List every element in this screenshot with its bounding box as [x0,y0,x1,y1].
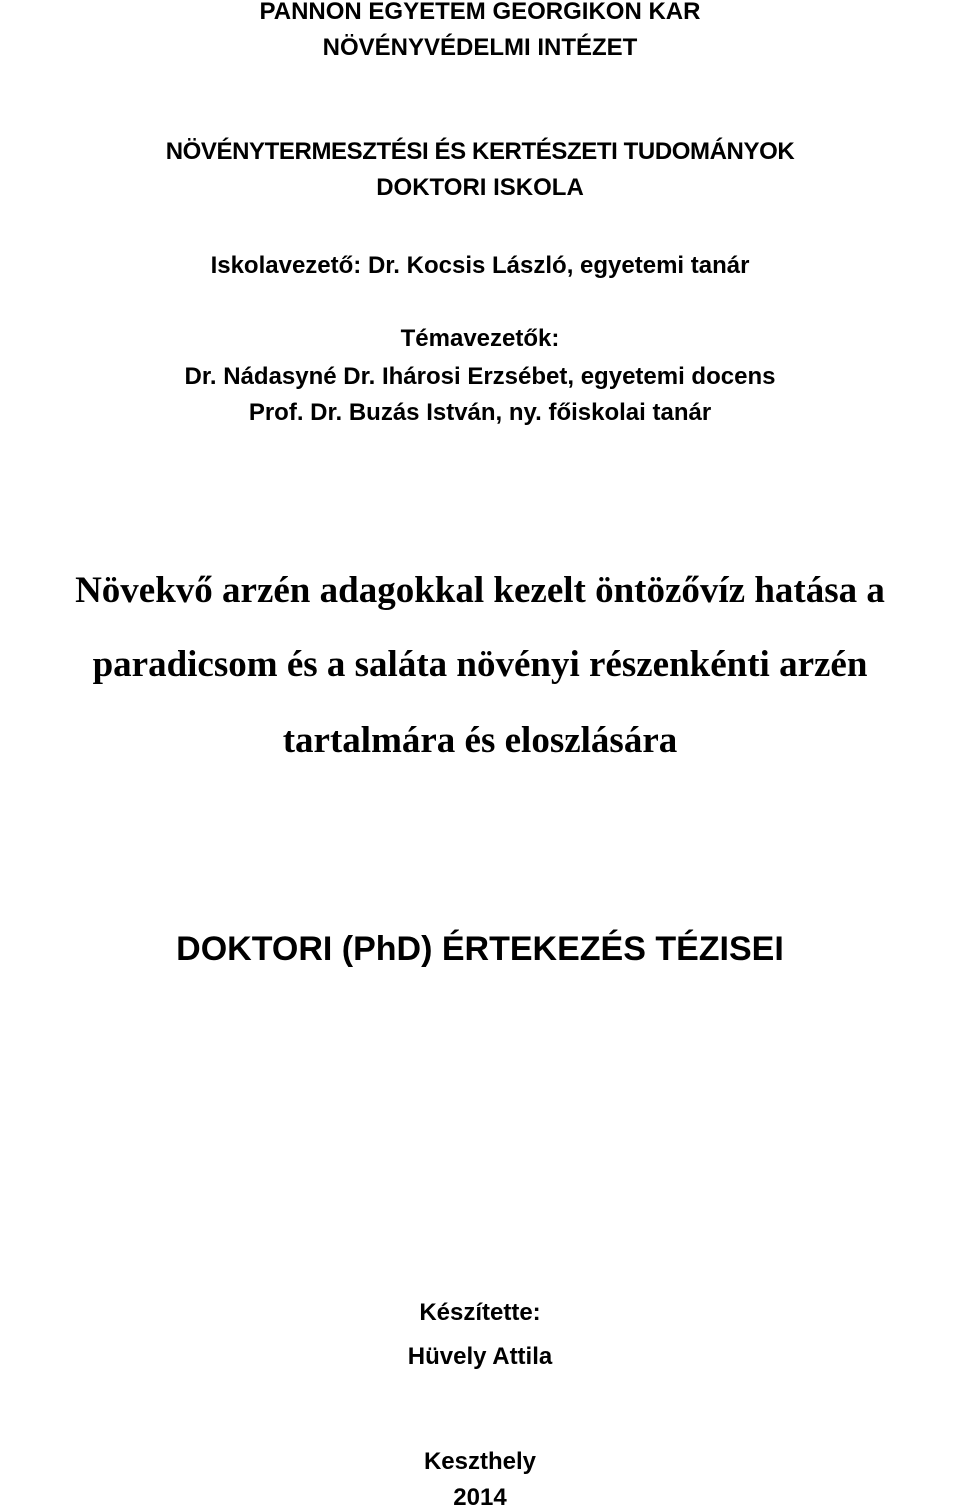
supervisor-1: Dr. Nádasyné Dr. Ihárosi Erzsébet, egyetemi docens [184,363,776,390]
thesis-title-line1: Növekvő arzén adagokkal kezelt öntözővíz hatása a [75,570,885,611]
school-head: Iskolavezető: Dr. Kocsis László, egyetemi tanár [210,252,750,279]
year: 2014 [453,1484,507,1511]
doctoral-school-line2: DOKTORI ISKOLA [376,174,584,201]
institute-name: NÖVÉNYVÉDELMI INTÉZET [322,34,638,61]
supervisors-label: Témavezetők: [400,325,560,352]
place: Keszthely [423,1448,537,1475]
thesis-title-line3: tartalmára és eloszlására [282,720,678,761]
author-name: Hüvely Attila [407,1343,553,1370]
document-type: DOKTORI (PhD) ÉRTEKEZÉS TÉZISEI [176,930,784,968]
university-name: PANNON EGYETEM GEORGIKON KAR [259,0,701,25]
thesis-title-line2: paradicsom és a saláta növényi részenkénti arzén [92,644,868,685]
doctoral-school-line1: NÖVÉNYTERMESZTÉSI ÉS KERTÉSZETI TUDOMÁNYOK [165,138,795,165]
author-label: Készítette: [419,1299,541,1326]
supervisor-2: Prof. Dr. Buzás István, ny. főiskolai tanár [248,399,712,426]
